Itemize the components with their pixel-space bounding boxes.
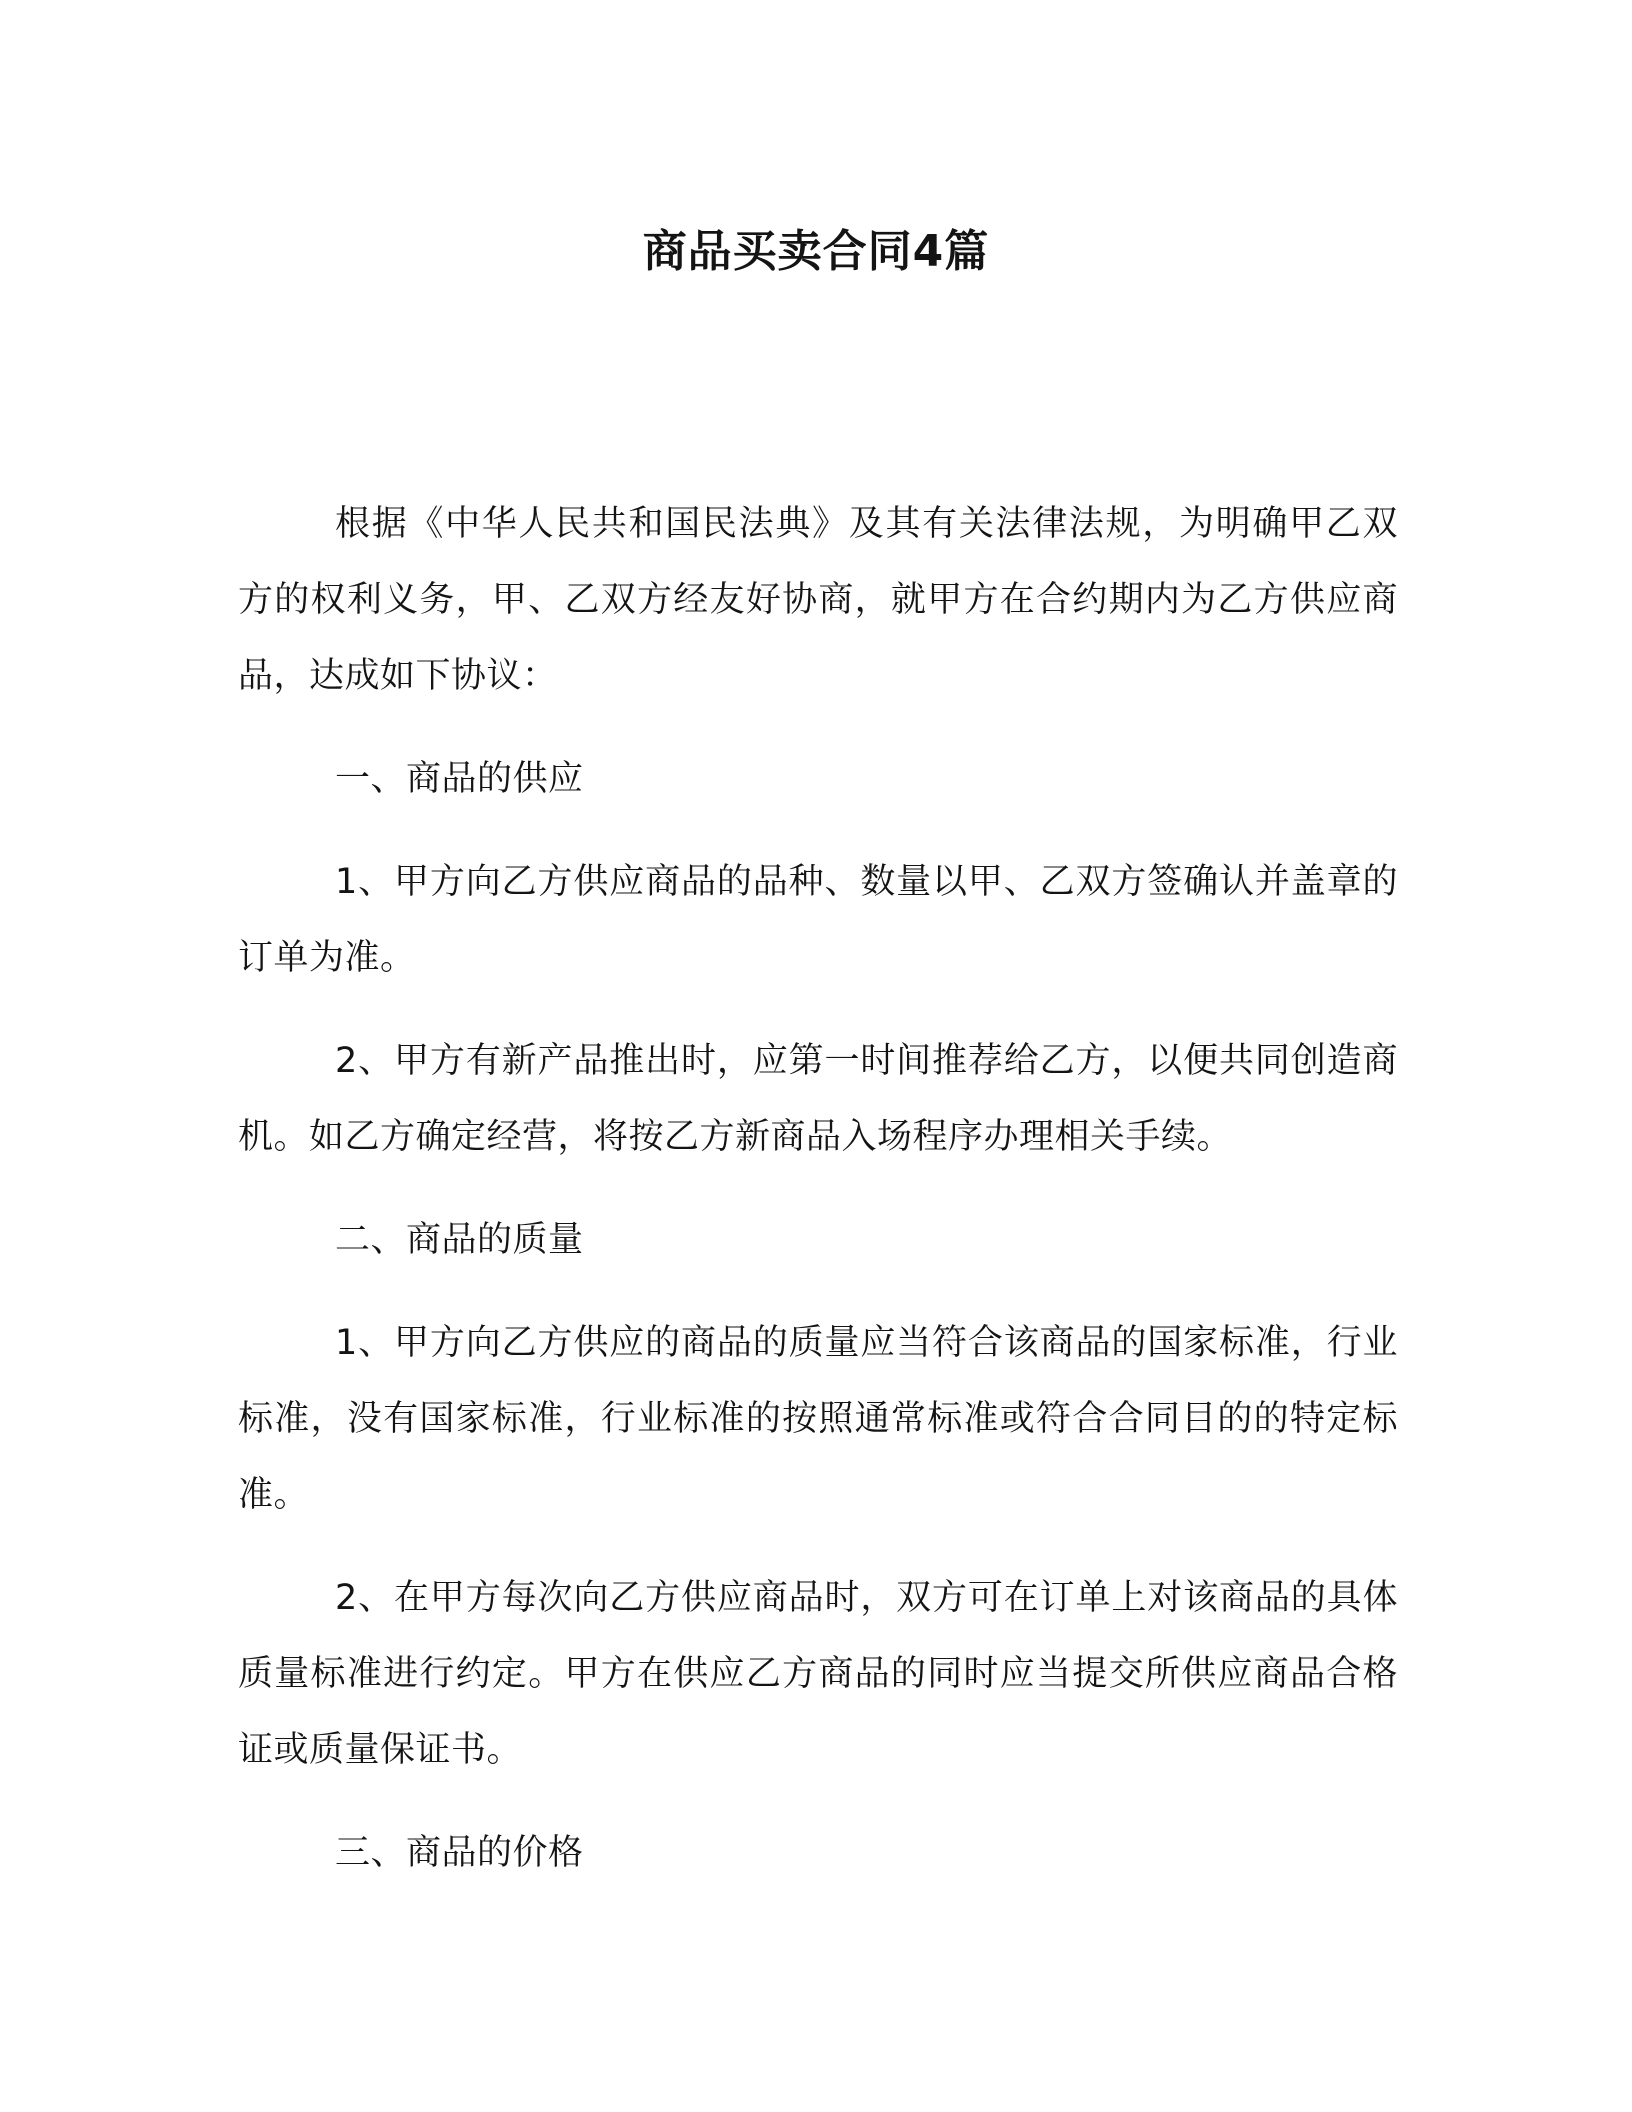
clause-supply-1: 1、甲方向乙方供应商品的品种、数量以甲、乙双方签确认并盖章的订单为准。 [238,862,1398,978]
clause-quality-2: 2、在甲方每次向乙方供应商品时，双方可在订单上对该商品的具体质量标准进行约定。甲方在供应乙方商品的同时应当提交所供应商品合格证或质量保证书。 [238,1578,1398,1770]
intro-paragraph: 根据《中华人民共和国民法典》及其有关法律法规，为明确甲乙双方的权利义务，甲、乙双方经友好协商，就甲方在合约期内为乙方供应商品，达成如下协议： [238,504,1398,696]
document-body [238,486,1398,1891]
clause-supply-2: 2、甲方有新产品推出时，应第一时间推荐给乙方，以便共同创造商机。如乙方确定经营，将按乙方新商品入场程序办理相关手续。 [238,1041,1398,1157]
document-title: 商品买卖合同4篇 [642,226,990,277]
section-heading-supply: 一、商品的供应 [335,759,584,799]
clause-quality-1: 1、甲方向乙方供应的商品的质量应当符合该商品的国家标准，行业标准，没有国家标准，行业标准的按照通常标准或符合合同目的的特定标准。 [238,1323,1398,1515]
section-heading-price: 三、商品的价格 [335,1833,584,1873]
section-heading-quality: 二、商品的质量 [335,1220,584,1260]
